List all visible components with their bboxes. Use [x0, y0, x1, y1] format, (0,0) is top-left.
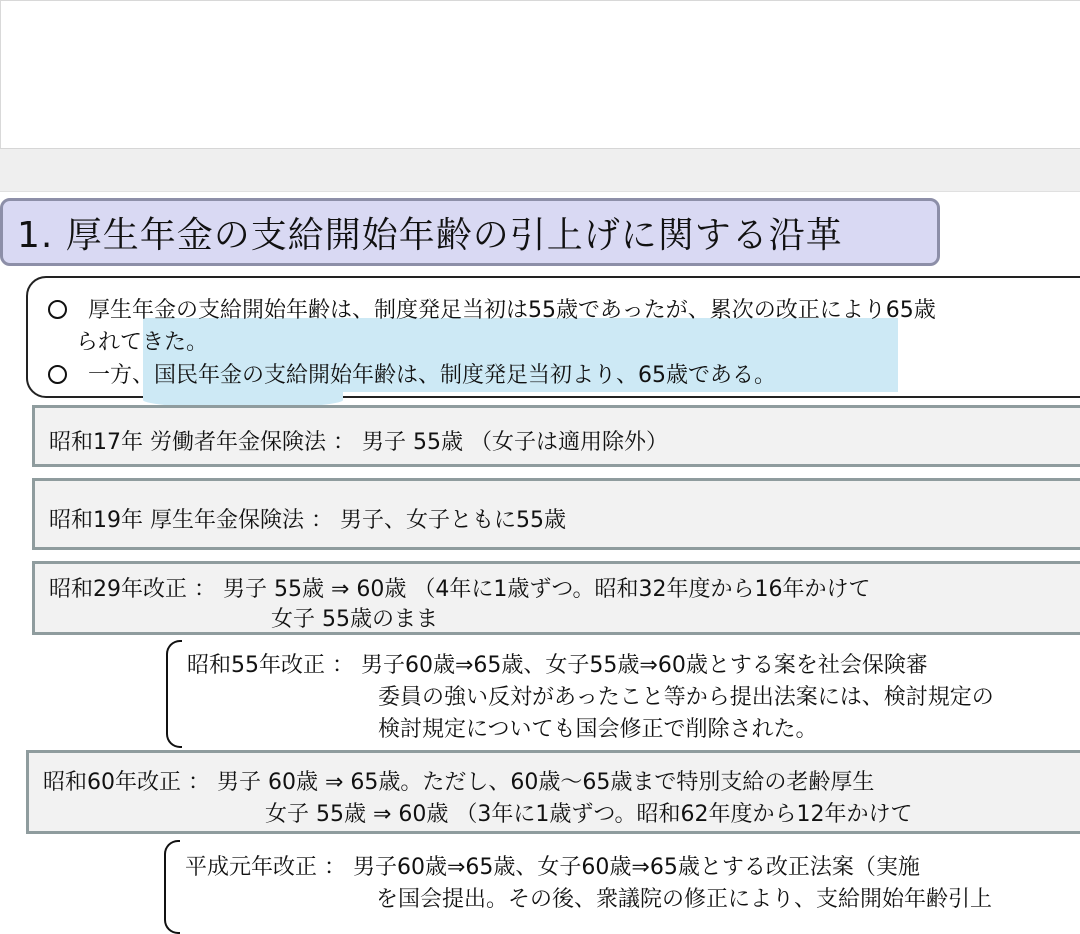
law-line: 昭和17年 労働者年金保険法 ： 男子 55歳 （女子は適用除外）: [49, 430, 668, 455]
law-line: 昭和29年改正 ： 男子 55歳 ⇒ 60歳 （4年に1歳ずつ。昭和32年度から16年かけて: [49, 577, 871, 602]
law-box-showa29: [32, 561, 1080, 635]
law-line: 昭和19年 厚生年金保険法 ： 男子、女子ともに55歳: [49, 508, 566, 533]
section-title-text: 1. 厚生年金の支給開始年齢の引上げに関する沿革: [17, 214, 843, 256]
section-title: [0, 198, 940, 266]
law-line: 昭和60年改正 ： 男子 60歳 ⇒ 65歳。ただし、60歳～65歳まで特別支給の老齢厚生: [43, 770, 875, 795]
intro-line-2: [76, 325, 208, 356]
law-line: 女子 55歳のまま: [271, 607, 438, 632]
law-box-showa19: [32, 478, 1080, 550]
intro-line-3: [48, 358, 776, 389]
bracket-showa55: [166, 640, 182, 748]
law-box-showa17: [32, 405, 1080, 467]
note-line: 昭和55年改正 ： 男子60歳⇒65歳、女子55歳⇒60歳とする案を社会保険審: [187, 653, 928, 678]
circle-bullet-icon: [48, 365, 67, 384]
blank-header-area: [0, 0, 1080, 148]
intro-text-1: 厚生年金の支給開始年齢は、制度発足当初は55歳であったが、累次の改正により65歳: [88, 298, 936, 323]
law-line: 女子 55歳 ⇒ 60歳 （3年に1歳ずつ。昭和62年度から12年かけて: [265, 802, 913, 827]
intro-text-2: られてきた。: [76, 330, 209, 355]
note-line: 検討規定についても国会修正で削除された。: [378, 717, 818, 742]
circle-bullet-icon: [48, 300, 67, 319]
note-line: 平成元年改正 ： 男子60歳⇒65歳、女子60歳⇒65歳とする改正法案（実施: [185, 855, 920, 880]
toolbar-band: [0, 148, 1080, 192]
law-box-showa60: [26, 750, 1080, 834]
note-line: を国会提出。その後、衆議院の修正により、支給開始年齢引上: [376, 887, 993, 912]
note-line: 委員の強い反対があったこと等から提出法案には、検討規定の: [378, 685, 994, 710]
intro-line-1: [48, 293, 936, 324]
intro-text-3: 一方、国民年金の支給開始年齢は、制度発足当初より、65歳である。: [88, 363, 776, 388]
